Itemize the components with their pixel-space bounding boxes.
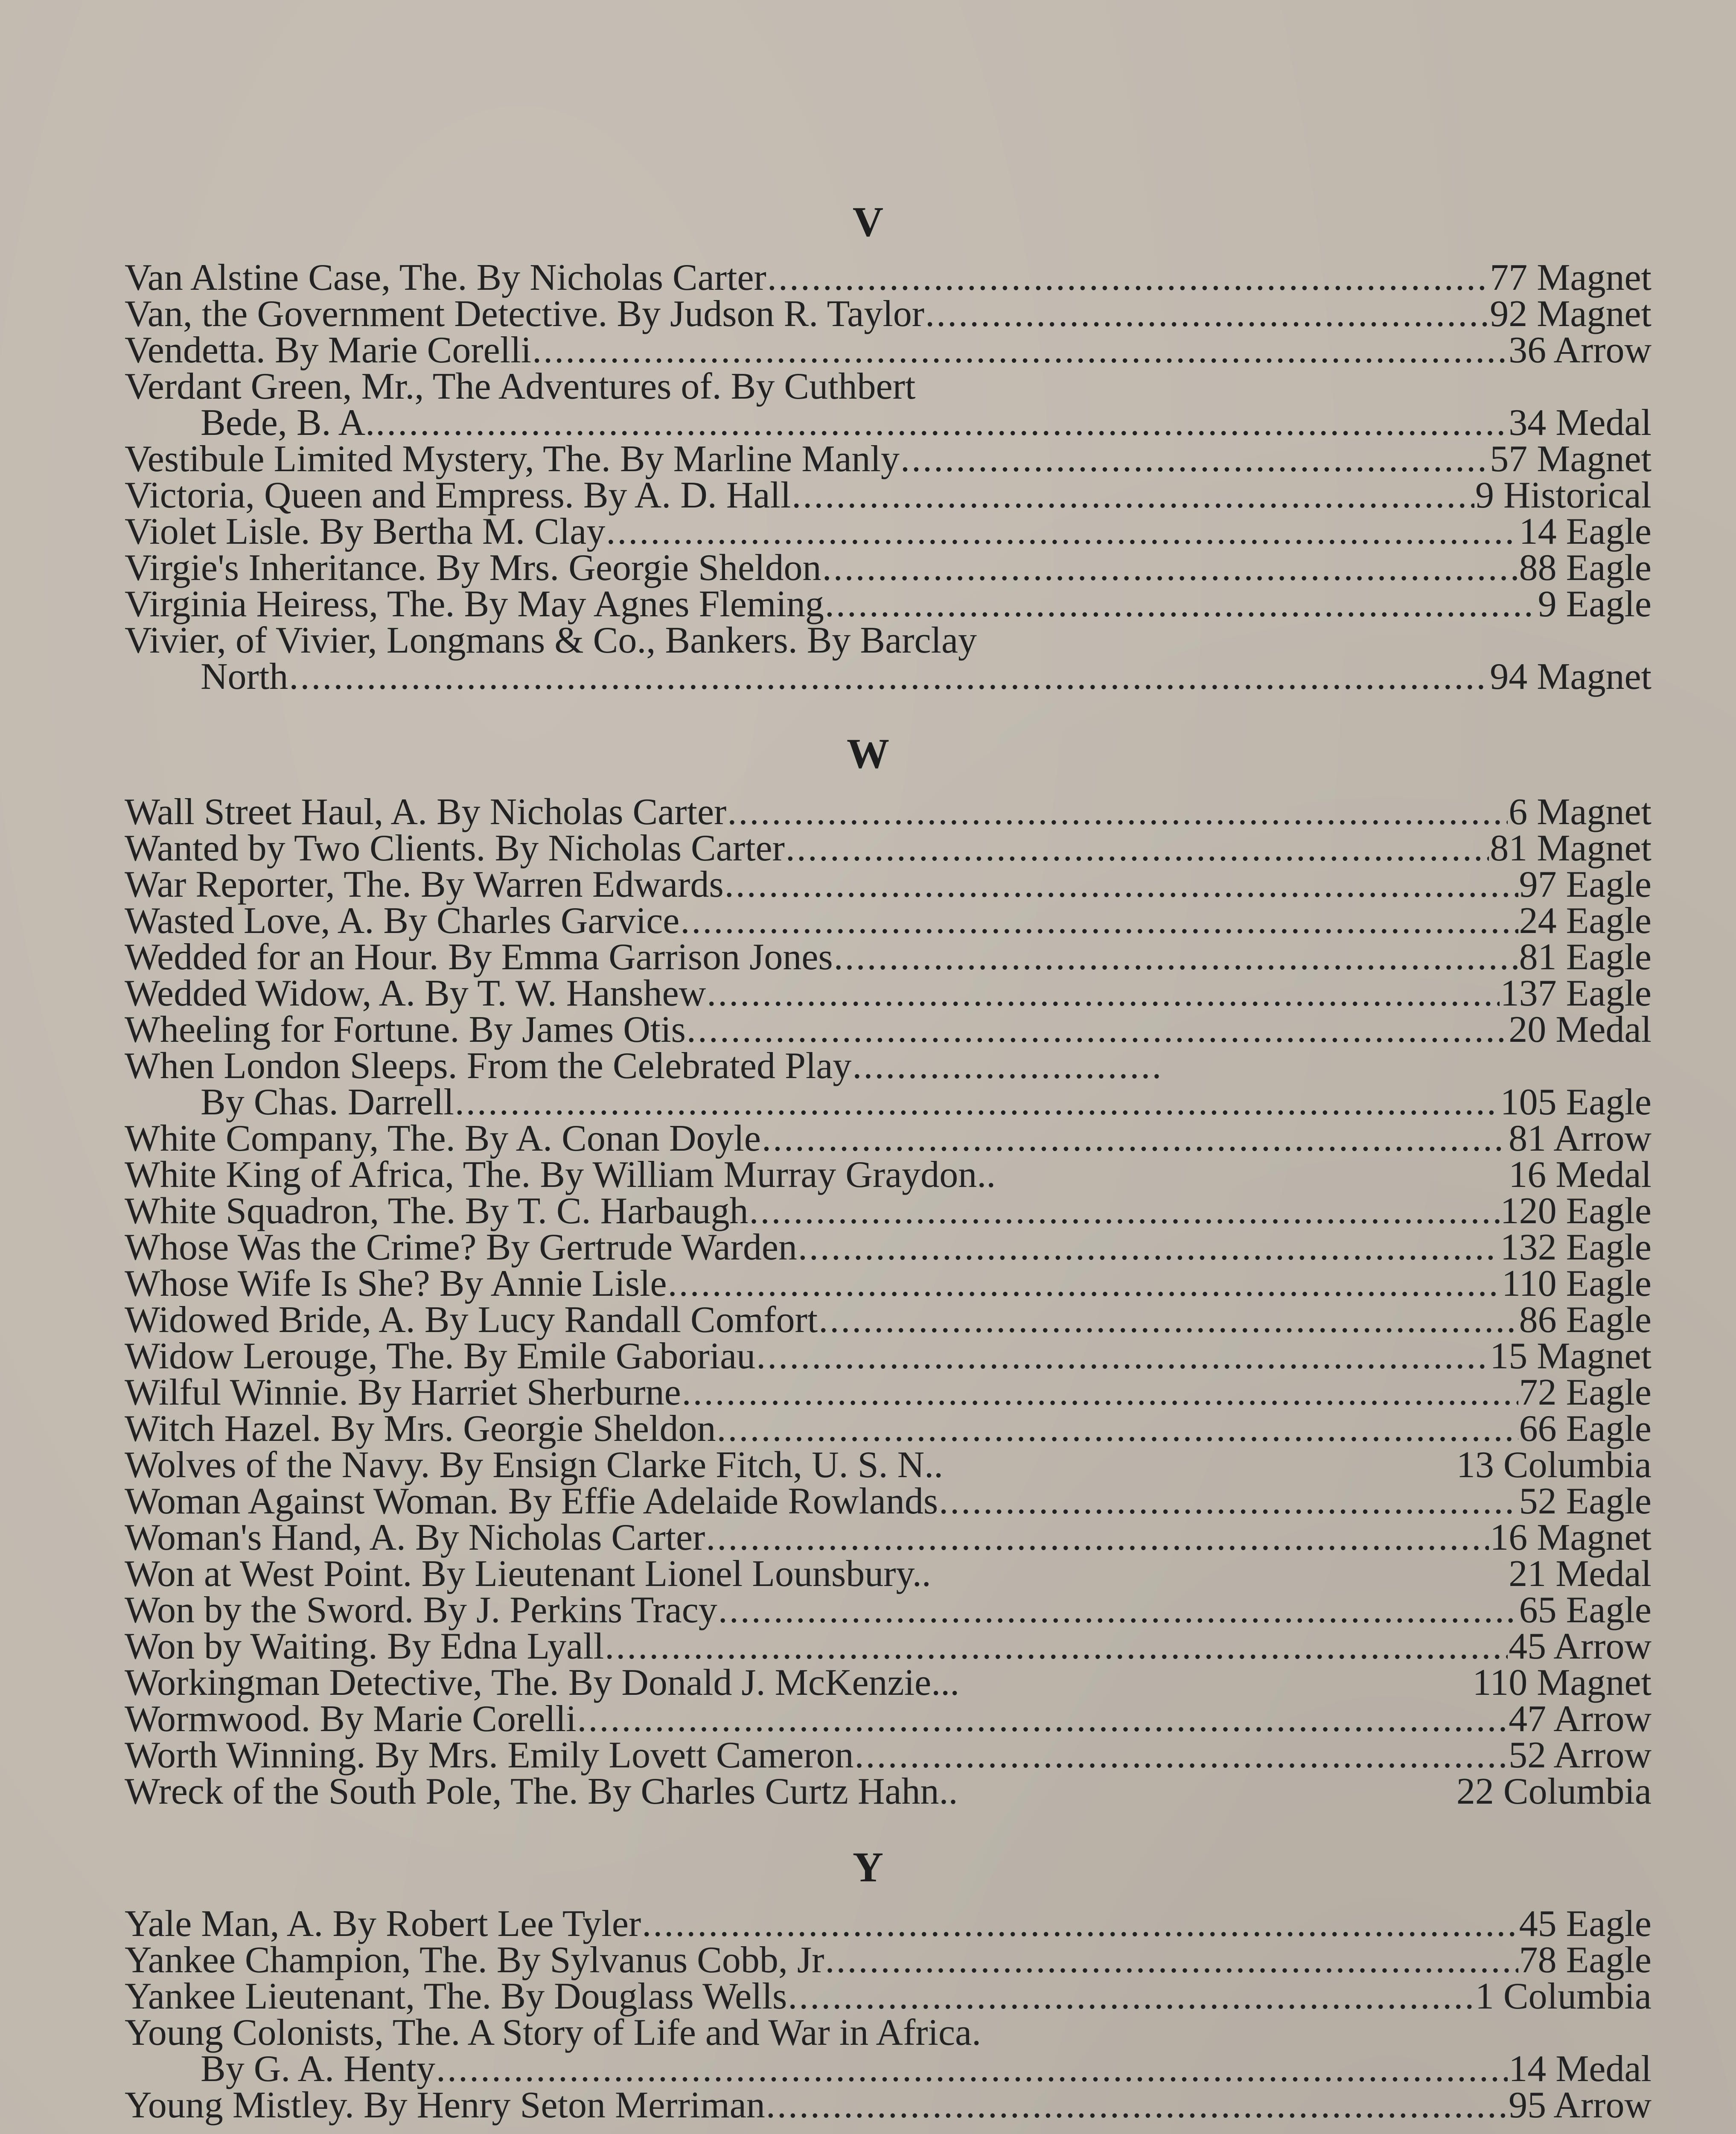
entry-reference: 120 Eagle bbox=[1500, 1190, 1652, 1232]
entry-title: Whose Wife Is She? By Annie Lisle bbox=[125, 1263, 667, 1304]
entry-reference: 57 Magnet bbox=[1490, 438, 1652, 480]
catalog-entry bbox=[125, 1299, 1652, 1341]
entry-title: White King of Africa, The. By William Murray Graydon.. bbox=[125, 1154, 996, 1195]
dot-leader bbox=[854, 1737, 1508, 1773]
entry-title: Young Colonists, The. A Story of Life and War in Africa. bbox=[125, 2012, 982, 2053]
entry-reference: 105 Eagle bbox=[1500, 1082, 1652, 1123]
entry-reference: 95 Arrow bbox=[1509, 2084, 1652, 2126]
entry-title: By Chas. Darrell bbox=[201, 1082, 454, 1123]
catalog-entry bbox=[125, 828, 1652, 869]
entry-title: Wormwood. By Marie Corelli bbox=[125, 1698, 577, 1740]
dot-leader bbox=[939, 1483, 1518, 1519]
entry-title: Woman's Hand, A. By Nicholas Carter bbox=[125, 1517, 705, 1558]
entry-reference: 97 Eagle bbox=[1519, 864, 1652, 905]
entry-title: Victoria, Queen and Empress. By A. D. Hall bbox=[125, 475, 791, 516]
entry-title: Wilful Winnie. By Harriet Sherburne bbox=[125, 1372, 681, 1413]
entry-reference: 1 Columbia bbox=[1475, 1976, 1652, 2017]
catalog-entry bbox=[125, 1082, 1652, 1123]
dot-leader bbox=[606, 513, 1518, 550]
catalog-entry bbox=[125, 866, 1652, 903]
entry-reference: 47 Arrow bbox=[1509, 1698, 1652, 1740]
dot-leader bbox=[767, 259, 1489, 296]
entry-title: Whose Was the Crime? By Gertrude Warden bbox=[125, 1227, 797, 1268]
entry-title: Vestibule Limited Mystery, The. By Marline Manly bbox=[125, 438, 900, 480]
catalog-entry bbox=[125, 1773, 1652, 1810]
entry-title: War Reporter, The. By Warren Edwards bbox=[125, 864, 724, 905]
entry-reference: 13 Columbia bbox=[1456, 1444, 1652, 1486]
dot-leader bbox=[786, 830, 1489, 866]
catalog-entry bbox=[125, 1045, 1652, 1087]
entry-reference: 137 Eagle bbox=[1500, 973, 1652, 1014]
dot-leader bbox=[900, 441, 1489, 477]
entry-title: Wedded Widow, A. By T. W. Hanshew bbox=[125, 973, 706, 1014]
entry-title: Woman Against Woman. By Effie Adelaide Rowlands bbox=[125, 1481, 938, 1522]
catalog-entry bbox=[125, 2084, 1652, 2126]
catalog-entry bbox=[125, 329, 1652, 371]
dot-leader bbox=[436, 2051, 1508, 2087]
catalog-entry bbox=[125, 1662, 1652, 1703]
entry-reference: 6 Magnet bbox=[1509, 791, 1652, 833]
entry-title: When London Sleeps. From the Celebrated Play bbox=[125, 1045, 852, 1087]
dot-leader bbox=[668, 1265, 1501, 1302]
dot-leader bbox=[682, 1374, 1518, 1411]
catalog-entry bbox=[125, 1903, 1652, 1945]
dot-leader bbox=[788, 1978, 1474, 2014]
entry-title: Widowed Bride, A. By Lucy Randall Comfort bbox=[125, 1299, 818, 1341]
entry-title: Yale Man, A. By Robert Lee Tyler bbox=[125, 1903, 641, 1945]
entry-reference: 92 Magnet bbox=[1490, 293, 1652, 335]
catalog-entry bbox=[125, 547, 1652, 589]
dot-leader bbox=[825, 1942, 1518, 1978]
entry-title: Wasted Love, A. By Charles Garvice bbox=[125, 900, 680, 942]
dot-leader bbox=[834, 939, 1518, 975]
catalog-entry bbox=[125, 1335, 1652, 1377]
entry-reference: 65 Eagle bbox=[1519, 1589, 1652, 1631]
catalog-entry bbox=[125, 1519, 1652, 1556]
catalog-entry bbox=[125, 1735, 1652, 1776]
catalog-entry bbox=[125, 368, 1652, 405]
entry-title: Van Alstine Case, The. By Nicholas Carter bbox=[125, 257, 766, 298]
dot-leader bbox=[532, 332, 1508, 368]
dot-leader bbox=[798, 1229, 1500, 1265]
dot-leader bbox=[455, 1084, 1500, 1120]
entry-reference: 86 Eagle bbox=[1519, 1299, 1652, 1341]
entry-title: Widow Lerouge, The. By Emile Gaboriau bbox=[125, 1335, 756, 1377]
entry-title: Virgie's Inheritance. By Mrs. Georgie Sheldon bbox=[125, 547, 821, 589]
catalog-entry bbox=[125, 1190, 1652, 1232]
dot-leader bbox=[706, 1519, 1489, 1556]
catalog-entry bbox=[125, 402, 1652, 443]
entry-title: Wolves of the Navy. By Ensign Clarke Fitch, U. S. N.. bbox=[125, 1444, 944, 1486]
entry-reference: 88 Eagle bbox=[1519, 547, 1652, 589]
catalog-entry bbox=[125, 2048, 1652, 2090]
entry-title: Virginia Heiress, The. By May Agnes Fleming bbox=[125, 583, 824, 625]
dot-leader bbox=[762, 1120, 1508, 1157]
dot-leader bbox=[818, 1302, 1518, 1338]
dot-leader bbox=[376, 405, 1508, 441]
entry-reference: 66 Eagle bbox=[1519, 1408, 1652, 1449]
entry-reference: 9 Eagle bbox=[1538, 583, 1652, 625]
entry-title: White Company, The. By A. Conan Doyle bbox=[125, 1118, 761, 1159]
entry-reference: 52 Arrow bbox=[1509, 1735, 1652, 1776]
catalog-entry bbox=[125, 622, 1652, 659]
catalog-entry bbox=[125, 975, 1652, 1012]
catalog-entry bbox=[125, 583, 1652, 625]
entry-title: Young Mistley. By Henry Seton Merriman bbox=[125, 2084, 765, 2126]
catalog-entry bbox=[125, 1120, 1652, 1157]
entry-title: Vendetta. By Marie Corelli bbox=[125, 329, 532, 371]
dot-leader bbox=[727, 794, 1508, 830]
entry-reference: 81 Eagle bbox=[1519, 936, 1652, 978]
section-letter-v: V bbox=[852, 198, 884, 245]
entry-reference: 36 Arrow bbox=[1509, 329, 1652, 371]
dot-leader bbox=[718, 1592, 1518, 1628]
entry-reference: 16 Magnet bbox=[1490, 1517, 1652, 1558]
catalog-entry bbox=[125, 900, 1652, 942]
entry-title: Wanted by Two Clients. By Nicholas Carter bbox=[125, 828, 785, 869]
catalog-entry bbox=[125, 513, 1652, 550]
entry-title: Won by the Sword. By J. Perkins Tracy bbox=[125, 1589, 717, 1631]
entry-reference: 110 Magnet bbox=[1472, 1662, 1652, 1703]
dot-leader bbox=[766, 2087, 1508, 2123]
dot-leader bbox=[756, 1338, 1489, 1374]
dot-leader bbox=[687, 1012, 1508, 1048]
section-v-entries bbox=[125, 259, 1652, 695]
dot-leader bbox=[749, 1193, 1500, 1229]
entry-title: Wedded for an Hour. By Emma Garrison Jones bbox=[125, 936, 833, 978]
catalog-entry bbox=[125, 1976, 1652, 2017]
entry-title: Witch Hazel. By Mrs. Georgie Sheldon bbox=[125, 1408, 716, 1449]
entry-reference: 52 Eagle bbox=[1519, 1481, 1652, 1522]
entry-title: Workingman Detective, The. By Donald J. McKenzie... bbox=[125, 1662, 960, 1703]
catalog-entry bbox=[125, 475, 1652, 516]
catalog-entry bbox=[125, 438, 1652, 480]
section-w-entries bbox=[125, 791, 1652, 1812]
catalog-entry bbox=[125, 656, 1652, 697]
entry-reference: 72 Eagle bbox=[1519, 1372, 1652, 1413]
entry-title: Wreck of the South Pole, The. By Charles Curtz Hahn.. bbox=[125, 1771, 958, 1812]
dot-leader bbox=[925, 296, 1489, 332]
entry-title: Won at West Point. By Lieutenant Lionel Lounsbury.. bbox=[125, 1553, 931, 1595]
catalog-entry bbox=[125, 1154, 1652, 1195]
entry-reference: 45 Arrow bbox=[1509, 1626, 1652, 1667]
dot-leader bbox=[642, 1906, 1518, 1942]
entry-reference: 81 Arrow bbox=[1509, 1118, 1652, 1159]
entry-reference: 9 Historical bbox=[1475, 475, 1652, 516]
catalog-entry bbox=[125, 1265, 1652, 1302]
entry-reference: 14 Medal bbox=[1509, 2048, 1652, 2090]
entry-title: Yankee Lieutenant, The. By Douglass Wells bbox=[125, 1976, 787, 2017]
dot-leader bbox=[680, 903, 1518, 939]
entry-title: Bede, B. A. bbox=[201, 402, 375, 443]
dot-leader bbox=[717, 1411, 1518, 1447]
catalog-entry bbox=[125, 1553, 1652, 1595]
section-y-entries bbox=[125, 1903, 1652, 2126]
catalog-entry bbox=[125, 2014, 1652, 2051]
dot-leader bbox=[289, 659, 1489, 695]
entry-reference: 132 Eagle bbox=[1500, 1227, 1652, 1268]
catalog-entry bbox=[125, 1481, 1652, 1522]
entry-reference: 78 Eagle bbox=[1519, 1939, 1652, 1981]
catalog-entry bbox=[125, 1009, 1652, 1050]
catalog-entry bbox=[125, 1227, 1652, 1268]
catalog-entry bbox=[125, 791, 1652, 833]
entry-reference: 34 Medal bbox=[1509, 402, 1652, 443]
entry-reference: 77 Magnet bbox=[1490, 257, 1652, 298]
entry-title: Verdant Green, Mr., The Adventures of. By Cuthbert bbox=[125, 366, 916, 407]
entry-title: Won by Waiting. By Edna Lyall bbox=[125, 1626, 604, 1667]
catalog-entry bbox=[125, 1628, 1652, 1665]
entry-title: Violet Lisle. By Bertha M. Clay bbox=[125, 511, 606, 552]
entry-reference: 22 Columbia bbox=[1456, 1771, 1652, 1812]
catalog-entry bbox=[125, 259, 1652, 296]
catalog-entry bbox=[125, 1589, 1652, 1631]
dot-leader bbox=[852, 1048, 1159, 1084]
entry-reference: 16 Medal bbox=[1509, 1154, 1652, 1195]
entry-title: Wheeling for Fortune. By James Otis bbox=[125, 1009, 686, 1050]
section-letter-y: Y bbox=[852, 1843, 884, 1891]
entry-reference: 15 Magnet bbox=[1490, 1335, 1652, 1377]
entry-title: Van, the Government Detective. By Judson R. Taylor bbox=[125, 293, 925, 335]
catalog-entry bbox=[125, 1698, 1652, 1740]
entry-title: Worth Winning. By Mrs. Emily Lovett Cameron bbox=[125, 1735, 854, 1776]
dot-leader bbox=[725, 866, 1518, 903]
catalog-entry bbox=[125, 936, 1652, 978]
entry-reference: 81 Magnet bbox=[1490, 828, 1652, 869]
entry-title: By G. A. Henty bbox=[201, 2048, 435, 2090]
catalog-entry bbox=[125, 293, 1652, 335]
section-letter-w: W bbox=[847, 730, 889, 777]
dot-leader bbox=[707, 975, 1499, 1012]
entry-title: White Squadron, The. By T. C. Harbaugh bbox=[125, 1190, 749, 1232]
entry-title: Wall Street Haul, A. By Nicholas Carter bbox=[125, 791, 727, 833]
entry-reference: 94 Magnet bbox=[1490, 656, 1652, 697]
entry-title: North bbox=[201, 656, 288, 697]
catalog-entry bbox=[125, 1408, 1652, 1449]
dot-leader bbox=[825, 586, 1537, 622]
entry-reference: 14 Eagle bbox=[1519, 511, 1652, 552]
dot-leader bbox=[792, 477, 1474, 513]
entry-reference: 45 Eagle bbox=[1519, 1903, 1652, 1945]
entry-reference: 21 Medal bbox=[1509, 1553, 1652, 1595]
catalog-entry bbox=[125, 1374, 1652, 1411]
entry-reference: 20 Medal bbox=[1509, 1009, 1652, 1050]
catalog-entry bbox=[125, 1939, 1652, 1981]
catalog-entry bbox=[125, 1444, 1652, 1486]
dot-leader bbox=[822, 550, 1518, 586]
entry-title: Yankee Champion, The. By Sylvanus Cobb, Jr bbox=[125, 1939, 824, 1981]
entry-reference: 24 Eagle bbox=[1519, 900, 1652, 942]
dot-leader bbox=[577, 1701, 1508, 1737]
dot-leader bbox=[605, 1628, 1508, 1665]
entry-reference: 110 Eagle bbox=[1501, 1263, 1652, 1304]
entry-title: Vivier, of Vivier, Longmans & Co., Bankers. By Barclay bbox=[125, 620, 977, 661]
